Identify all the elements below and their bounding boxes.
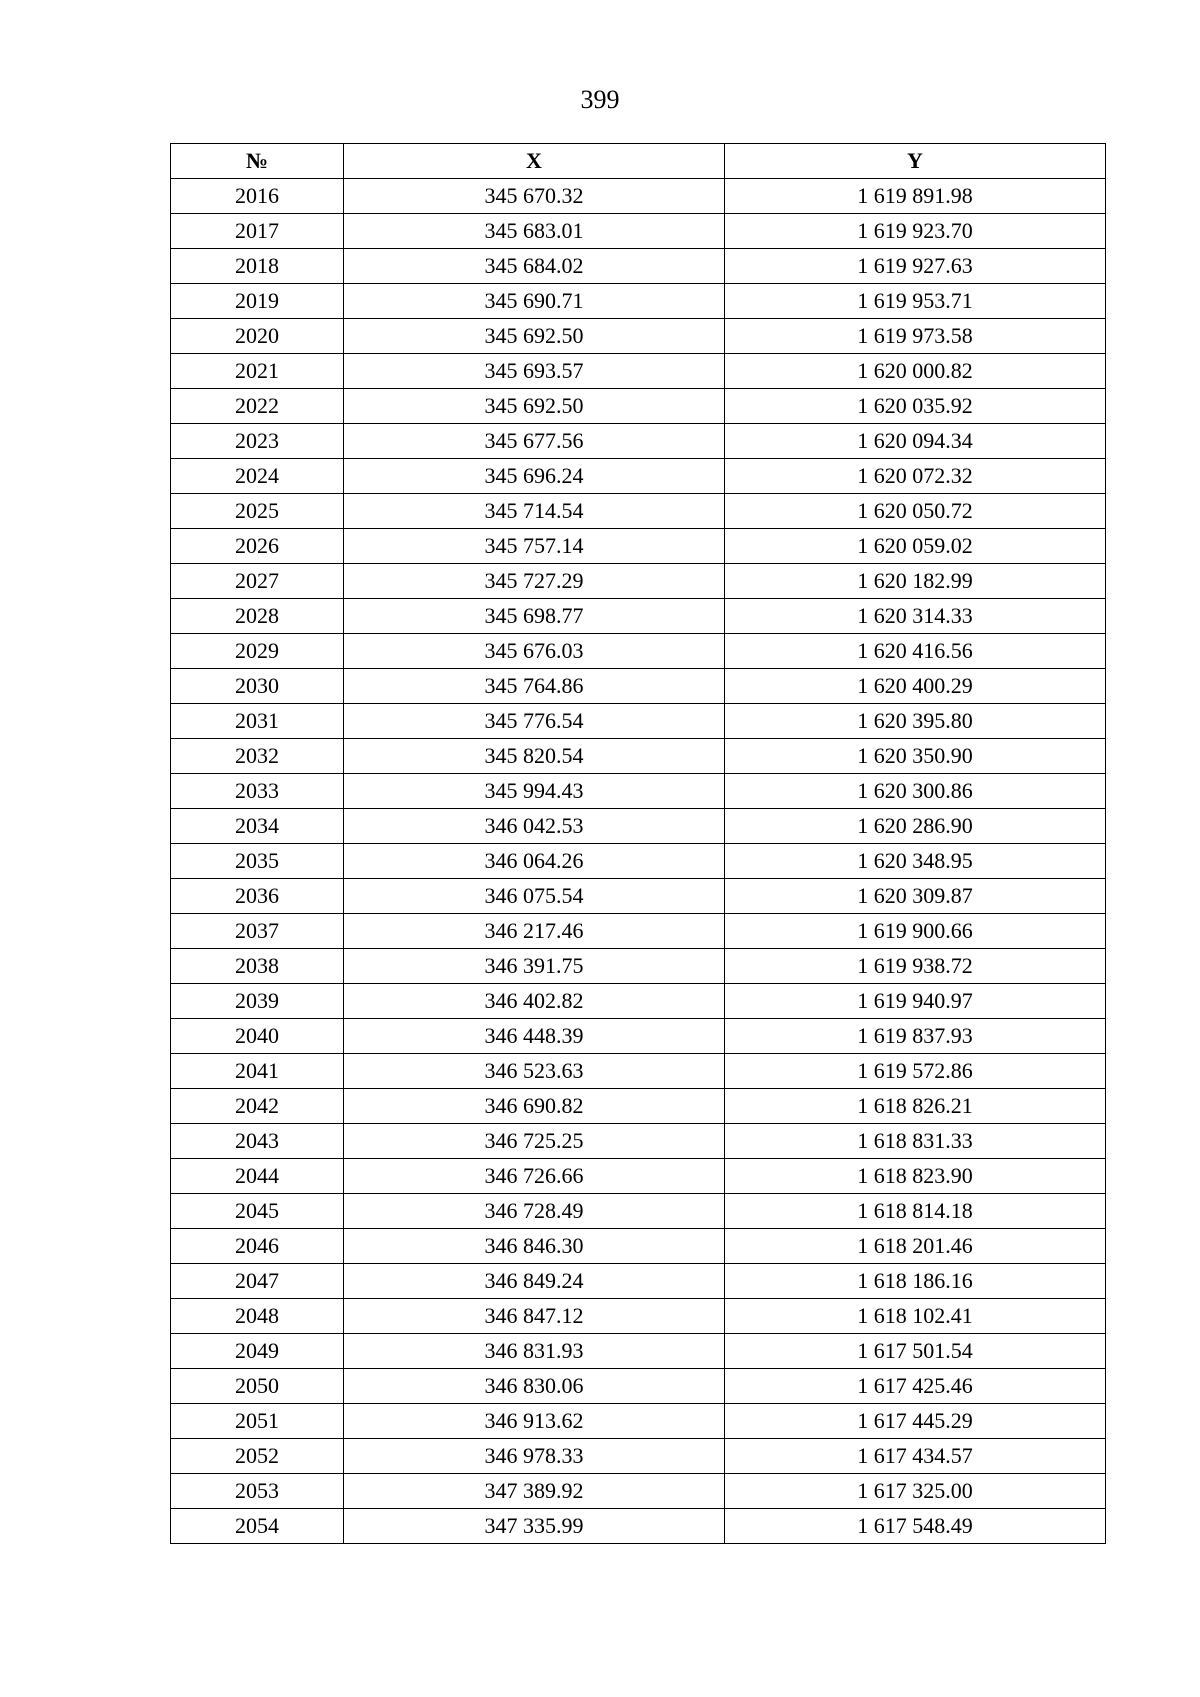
- cell-x: 346 448.39: [344, 1019, 725, 1054]
- table-row: [171, 1019, 1106, 1054]
- cell-y: 1 617 434.57: [725, 1439, 1106, 1474]
- cell-y: 1 620 094.34: [725, 424, 1106, 459]
- table-row: [171, 284, 1106, 319]
- cell-number: 2031: [171, 704, 344, 739]
- cell-number: 2017: [171, 214, 344, 249]
- cell-y: 1 619 900.66: [725, 914, 1106, 949]
- cell-y: 1 620 395.80: [725, 704, 1106, 739]
- cell-number: 2025: [171, 494, 344, 529]
- table-row: [171, 1509, 1106, 1544]
- cell-x: 346 726.66: [344, 1159, 725, 1194]
- cell-y: 1 620 072.32: [725, 459, 1106, 494]
- cell-x: 346 728.49: [344, 1194, 725, 1229]
- table-row: [171, 739, 1106, 774]
- cell-number: 2045: [171, 1194, 344, 1229]
- cell-x: 346 523.63: [344, 1054, 725, 1089]
- cell-number: 2024: [171, 459, 344, 494]
- cell-y: 1 618 201.46: [725, 1229, 1106, 1264]
- cell-x: 345 698.77: [344, 599, 725, 634]
- cell-y: 1 619 923.70: [725, 214, 1106, 249]
- cell-number: 2029: [171, 634, 344, 669]
- table-row: [171, 494, 1106, 529]
- table-row: [171, 424, 1106, 459]
- cell-y: 1 620 400.29: [725, 669, 1106, 704]
- cell-y: 1 617 325.00: [725, 1474, 1106, 1509]
- cell-number: 2053: [171, 1474, 344, 1509]
- cell-number: 2021: [171, 354, 344, 389]
- cell-y: 1 618 102.41: [725, 1299, 1106, 1334]
- cell-x: 346 830.06: [344, 1369, 725, 1404]
- page-number: 399: [580, 85, 620, 114]
- cell-y: 1 617 501.54: [725, 1334, 1106, 1369]
- cell-x: 346 831.93: [344, 1334, 725, 1369]
- table-row: [171, 984, 1106, 1019]
- cell-number: 2046: [171, 1229, 344, 1264]
- cell-y: 1 618 826.21: [725, 1089, 1106, 1124]
- cell-x: 345 690.71: [344, 284, 725, 319]
- cell-y: 1 617 548.49: [725, 1509, 1106, 1544]
- table-row: [171, 1439, 1106, 1474]
- cell-x: 346 042.53: [344, 809, 725, 844]
- cell-number: 2051: [171, 1404, 344, 1439]
- table-body: [171, 179, 1106, 1544]
- cell-x: 346 847.12: [344, 1299, 725, 1334]
- header-y: Y: [725, 144, 1106, 179]
- cell-number: 2018: [171, 249, 344, 284]
- table-row: [171, 809, 1106, 844]
- cell-number: 2049: [171, 1334, 344, 1369]
- cell-number: 2036: [171, 879, 344, 914]
- cell-number: 2034: [171, 809, 344, 844]
- cell-x: 345 670.32: [344, 179, 725, 214]
- table-row: [171, 529, 1106, 564]
- cell-number: 2030: [171, 669, 344, 704]
- cell-x: 345 692.50: [344, 319, 725, 354]
- cell-y: 1 617 425.46: [725, 1369, 1106, 1404]
- cell-x: 346 075.54: [344, 879, 725, 914]
- cell-number: 2044: [171, 1159, 344, 1194]
- table-row: [171, 319, 1106, 354]
- table-row: [171, 669, 1106, 704]
- cell-number: 2035: [171, 844, 344, 879]
- table-row: [171, 1264, 1106, 1299]
- cell-y: 1 620 348.95: [725, 844, 1106, 879]
- table-row: [171, 879, 1106, 914]
- table-row: [171, 704, 1106, 739]
- cell-x: 345 693.57: [344, 354, 725, 389]
- cell-number: 2040: [171, 1019, 344, 1054]
- cell-y: 1 620 314.33: [725, 599, 1106, 634]
- cell-y: 1 620 035.92: [725, 389, 1106, 424]
- cell-x: 346 064.26: [344, 844, 725, 879]
- cell-number: 2023: [171, 424, 344, 459]
- header-x: X: [344, 144, 725, 179]
- cell-number: 2019: [171, 284, 344, 319]
- cell-x: 345 764.86: [344, 669, 725, 704]
- cell-y: 1 620 286.90: [725, 809, 1106, 844]
- cell-y: 1 619 938.72: [725, 949, 1106, 984]
- cell-x: 346 846.30: [344, 1229, 725, 1264]
- table-row: [171, 1299, 1106, 1334]
- cell-number: 2032: [171, 739, 344, 774]
- coordinates-table: [170, 143, 1106, 1544]
- table-row: [171, 564, 1106, 599]
- table-row: [171, 214, 1106, 249]
- cell-number: 2048: [171, 1299, 344, 1334]
- table-row: [171, 1229, 1106, 1264]
- cell-y: 1 620 050.72: [725, 494, 1106, 529]
- cell-x: 345 696.24: [344, 459, 725, 494]
- cell-y: 1 620 416.56: [725, 634, 1106, 669]
- cell-y: 1 617 445.29: [725, 1404, 1106, 1439]
- table-row: [171, 249, 1106, 284]
- cell-y: 1 620 350.90: [725, 739, 1106, 774]
- cell-y: 1 620 182.99: [725, 564, 1106, 599]
- table-header-row: [171, 144, 1106, 179]
- cell-x: 346 391.75: [344, 949, 725, 984]
- cell-number: 2016: [171, 179, 344, 214]
- cell-x: 345 994.43: [344, 774, 725, 809]
- cell-number: 2028: [171, 599, 344, 634]
- table-row: [171, 774, 1106, 809]
- table-row: [171, 459, 1106, 494]
- cell-number: 2033: [171, 774, 344, 809]
- table-row: [171, 1054, 1106, 1089]
- table-row: [171, 1404, 1106, 1439]
- table-row: [171, 1474, 1106, 1509]
- table-row: [171, 354, 1106, 389]
- cell-x: 346 913.62: [344, 1404, 725, 1439]
- table-row: [171, 1369, 1106, 1404]
- cell-y: 1 618 814.18: [725, 1194, 1106, 1229]
- cell-number: 2042: [171, 1089, 344, 1124]
- cell-y: 1 620 059.02: [725, 529, 1106, 564]
- cell-number: 2047: [171, 1264, 344, 1299]
- cell-x: 345 776.54: [344, 704, 725, 739]
- cell-number: 2022: [171, 389, 344, 424]
- cell-number: 2037: [171, 914, 344, 949]
- cell-y: 1 620 000.82: [725, 354, 1106, 389]
- cell-number: 2041: [171, 1054, 344, 1089]
- table-row: [171, 634, 1106, 669]
- table-row: [171, 1124, 1106, 1159]
- cell-y: 1 619 940.97: [725, 984, 1106, 1019]
- cell-y: 1 618 186.16: [725, 1264, 1106, 1299]
- cell-y: 1 619 973.58: [725, 319, 1106, 354]
- table-row: [171, 599, 1106, 634]
- table-row: [171, 1089, 1106, 1124]
- cell-x: 345 692.50: [344, 389, 725, 424]
- cell-y: 1 620 300.86: [725, 774, 1106, 809]
- table-row: [171, 914, 1106, 949]
- cell-x: 345 714.54: [344, 494, 725, 529]
- cell-x: 346 217.46: [344, 914, 725, 949]
- table-row: [171, 844, 1106, 879]
- cell-number: 2050: [171, 1369, 344, 1404]
- cell-number: 2038: [171, 949, 344, 984]
- cell-x: 345 683.01: [344, 214, 725, 249]
- cell-y: 1 618 823.90: [725, 1159, 1106, 1194]
- cell-x: 346 849.24: [344, 1264, 725, 1299]
- cell-number: 2020: [171, 319, 344, 354]
- cell-y: 1 619 837.93: [725, 1019, 1106, 1054]
- table-row: [171, 1194, 1106, 1229]
- cell-x: 345 676.03: [344, 634, 725, 669]
- cell-y: 1 618 831.33: [725, 1124, 1106, 1159]
- cell-number: 2052: [171, 1439, 344, 1474]
- cell-x: 346 978.33: [344, 1439, 725, 1474]
- cell-x: 346 690.82: [344, 1089, 725, 1124]
- table-row: [171, 1159, 1106, 1194]
- table-row: [171, 179, 1106, 214]
- table-row: [171, 1334, 1106, 1369]
- cell-number: 2043: [171, 1124, 344, 1159]
- cell-number: 2054: [171, 1509, 344, 1544]
- cell-x: 347 389.92: [344, 1474, 725, 1509]
- cell-x: 346 402.82: [344, 984, 725, 1019]
- cell-x: 347 335.99: [344, 1509, 725, 1544]
- cell-number: 2026: [171, 529, 344, 564]
- cell-x: 346 725.25: [344, 1124, 725, 1159]
- cell-y: 1 620 309.87: [725, 879, 1106, 914]
- header-number: №: [171, 144, 344, 179]
- cell-x: 345 727.29: [344, 564, 725, 599]
- cell-x: 345 820.54: [344, 739, 725, 774]
- cell-x: 345 684.02: [344, 249, 725, 284]
- cell-y: 1 619 927.63: [725, 249, 1106, 284]
- cell-y: 1 619 572.86: [725, 1054, 1106, 1089]
- table-row: [171, 389, 1106, 424]
- cell-number: 2039: [171, 984, 344, 1019]
- cell-x: 345 677.56: [344, 424, 725, 459]
- cell-y: 1 619 891.98: [725, 179, 1106, 214]
- table-row: [171, 949, 1106, 984]
- cell-y: 1 619 953.71: [725, 284, 1106, 319]
- cell-x: 345 757.14: [344, 529, 725, 564]
- cell-number: 2027: [171, 564, 344, 599]
